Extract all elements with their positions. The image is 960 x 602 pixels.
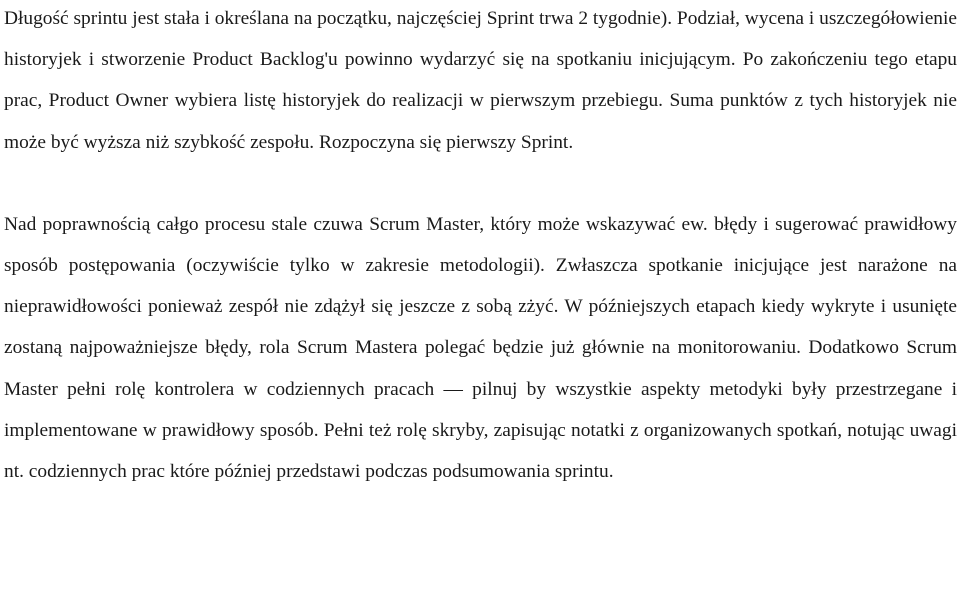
paragraph-scrum-master-role: Nad poprawnością całgo procesu stale czuwa Scrum Master, który może wskazywać ew. błędy i sugerować prawidłowy sposób postępowania (oczywiście tylko w zakresie metodologii). Zwłaszcza spotkanie inicjujące jest narażone na nieprawidłowości ponieważ zespół nie zdążył się jeszcze z sobą zżyć. W późniejszych etapach kiedy wykryte i usunięte zostaną najpoważniejsze błędy, rola Scrum Mastera polegać będzie już głównie na monitorowaniu. Dodatkowo Scrum Master pełni rolę kontrolera w codziennych pracach — pilnuj by wszystkie aspekty metodyki były przestrzegane i implementowane w prawidłowy sposób. Pełni też rolę skryby, zapisując notatki z organizowanych spotkań, notując uwagi nt. codziennych prac które później przedstawi podczas podsumowania sprintu. (4, 213, 957, 483)
paragraph-sprint-start: Długość sprintu jest stała i określana na początku, najczęściej Sprint trwa 2 tygodnie). Podział, wycena i uszczegółowienie historyjek i stworzenie Product Backlog'u powinno wydarzyć się na spotkaniu inicjującym. Po zakończeniu tego etapu prac, Product Owner wybiera listę historyjek do realizacji w pierwszym przebiegu. Suma punktów z tych historyjek nie może być wyższa niż szybkość zespołu. Rozpoczyna się pierwszy Sprint. (4, 8, 957, 153)
document-body (4, 0, 957, 492)
